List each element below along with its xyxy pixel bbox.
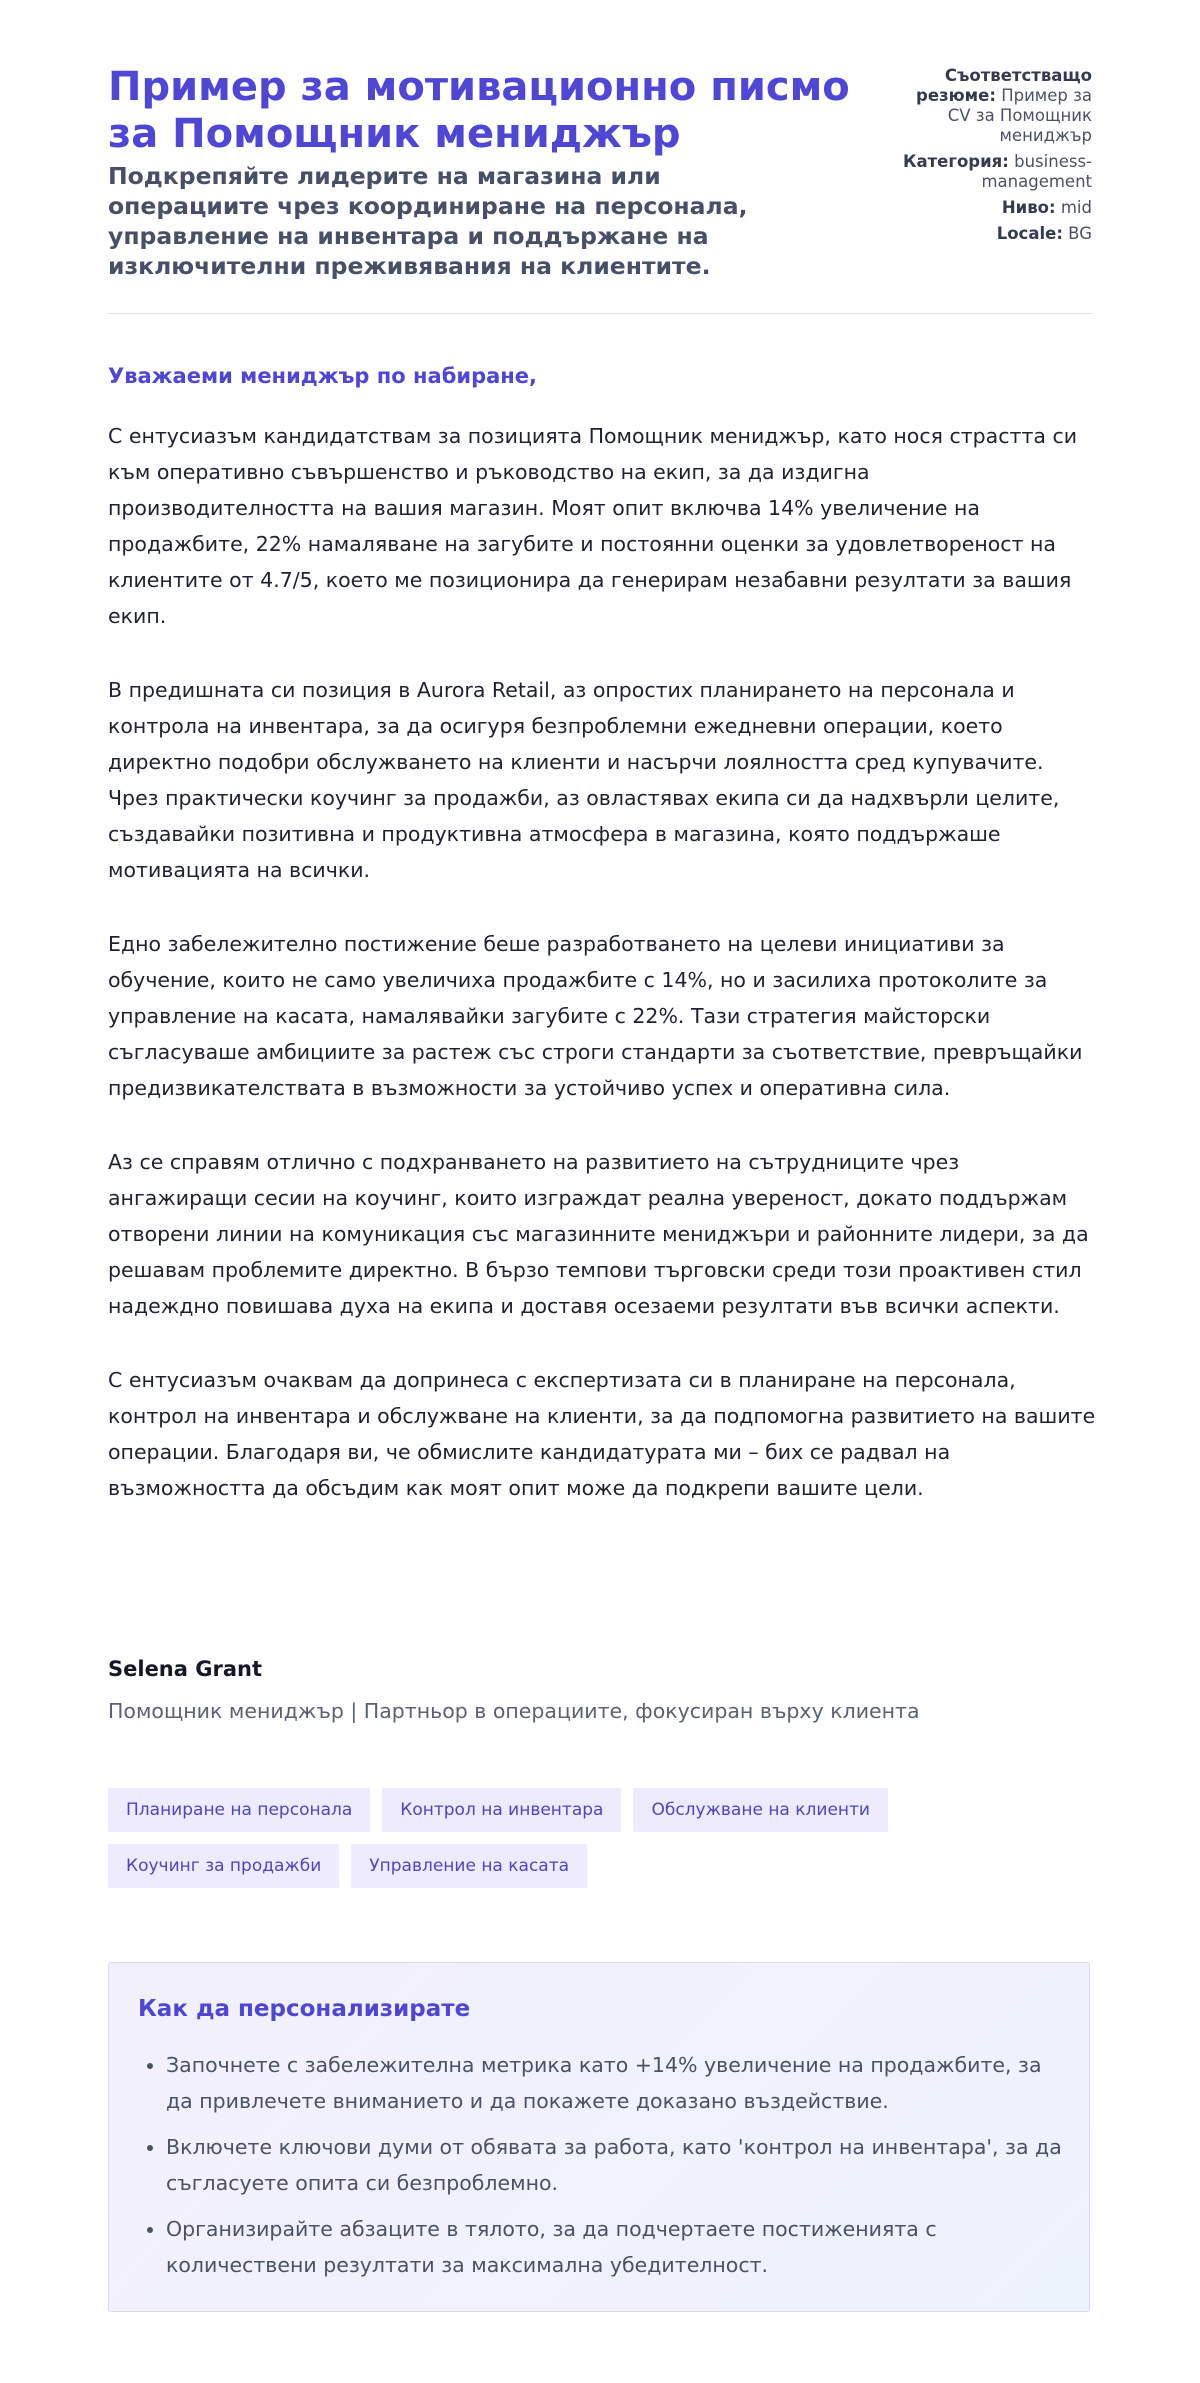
- letter-paragraph: С ентусиазъм кандидатствам за позицията Помощник мениджър, като нося страстта си към оперативно съвършенство и ръководство на екип, за да издигна производителността на вашия магазин. Моят опит включва 14% увеличение на продажбите, 22% намаляване на загубите и постоянни оценки за удовлетвореност на клиентите от 4.7/5, което ме позиционира да генерирам незабавни резултати за вашия екип.: [108, 424, 1078, 628]
- meta-label: Съответстващо резюме:: [916, 66, 1092, 105]
- page-title: Пример за мотивационно писмо за Помощник мениджър: [108, 64, 850, 157]
- meta-value-link[interactable]: Пример за CV за Помощник мениджър: [947, 86, 1092, 145]
- meta-matching-resume: [892, 66, 1092, 146]
- letter-paragraph: С ентусиазъм очаквам да допринеса с експертизата си в планиране на персонала, контрол на инвентара и обслужване на клиенти, за да подпомогна развитието на вашите операции. Благодаря ви, че обмислите кандидатурата ми – бих се радвал на възможността да обсъдим как моят опит може да подкрепи вашите цели.: [108, 1368, 1096, 1500]
- page-header: [108, 64, 1092, 314]
- tips-title: Как да персонализирате: [138, 1996, 471, 2022]
- meta-category: [892, 152, 1092, 192]
- page-subtitle: Подкрепяйте лидерите на магазина или операциите чрез координиране на персонала, управление на инвентара и поддържане на изключителни преживявания на клиентите.: [108, 162, 748, 280]
- tip-item: • Организирайте абзаците в тялото, за да подчертаете постиженията с количествени резултати за максимална убедителност.: [166, 2211, 1066, 2283]
- signature-name: Selena Grant: [108, 1657, 262, 1681]
- tips-list: [138, 2047, 1066, 2293]
- skill-tag: Контрол на инвентара: [382, 1788, 621, 1832]
- meta-label: Locale:: [996, 224, 1063, 243]
- meta-label: Категория:: [902, 152, 1009, 171]
- letter-paragraph: Едно забележително постижение беше разработването на целеви инициативи за обучение, които не само увеличиха продажбите с 14%, но и засилиха протоколите за управление на касата, намалявайки загубите с 22%. Тази стратегия майсторски съгласуваше амбициите за растеж със строги стандарти за съответствие, превръщайки предизвикателствата в възможности за устойчиво успех и оперативна сила.: [108, 932, 1083, 1100]
- skill-tag: Коучинг за продажби: [108, 1844, 339, 1888]
- meta-panel: [892, 66, 1092, 250]
- meta-locale: [892, 224, 1092, 244]
- tip-item: • Започнете с забележителна метрика като +14% увеличение на продажбите, за да привлечете вниманието и да покажете доказано въздействие.: [166, 2047, 1066, 2119]
- meta-value: mid: [1060, 198, 1092, 217]
- skill-tag: Обслужване на клиенти: [633, 1788, 888, 1832]
- header-divider: [108, 313, 1092, 314]
- customization-tips-box: [108, 1962, 1090, 2312]
- skill-tag: Планиране на персонала: [108, 1788, 370, 1832]
- meta-label: Ниво:: [1001, 198, 1056, 217]
- letter-paragraph: В предишната си позиция в Aurora Retail, аз опростих планирането на персонала и контрола на инвентара, за да осигуря безпроблемни ежедневни операции, което директно подобри обслужването на клиенти и насърчи лоялността сред купувачите. Чрез практически коучинг за продажби, аз овластявах екипа си да надхвърли целите, създавайки позитивна и продуктивна атмосфера в магазина, която поддържаше мотивацията на всички.: [108, 678, 1060, 882]
- meta-level: [892, 198, 1092, 218]
- letter-body: [108, 418, 1098, 1544]
- meta-value: business-management: [981, 152, 1092, 191]
- meta-value: BG: [1068, 224, 1092, 243]
- letter-paragraph: Аз се справям отлично с подхранването на развитието на сътрудниците чрез ангажиращи сесии на коучинг, които изграждат реална увереност, докато поддържам отворени линии на комуникация със магазинните мениджъри и районните лидери, за да решавам проблемите директно. В бързо темпови търговски среди този проактивен стил надеждно повишава духа на екипа и доставя осезаеми резултати във всички аспекти.: [108, 1150, 1089, 1318]
- tip-item: • Включете ключови думи от обявата за работа, като 'контрол на инвентара', за да съгласуете опита си безпроблемно.: [166, 2129, 1066, 2201]
- skill-tags: [108, 1788, 1008, 1888]
- signature-title: Помощник мениджър | Партньор в операциите, фокусиран върху клиента: [108, 1699, 920, 1723]
- skill-tag: Управление на касата: [351, 1844, 587, 1888]
- letter-greeting: Уважаеми мениджър по набиране,: [108, 364, 538, 388]
